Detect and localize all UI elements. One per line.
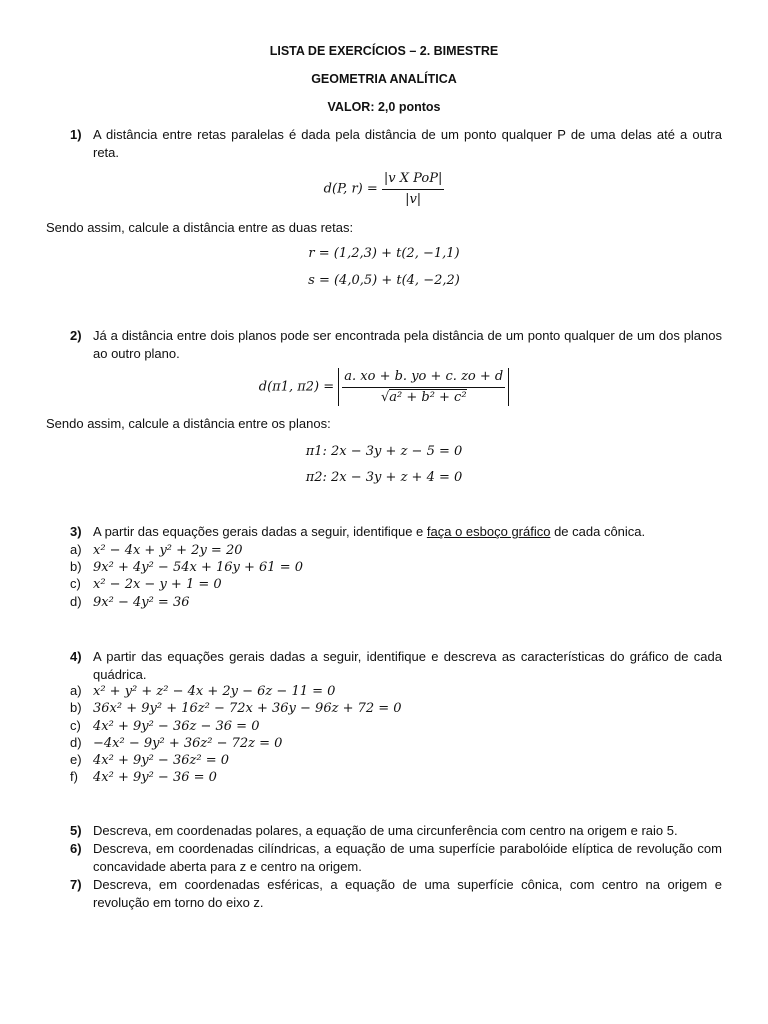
question-2-instruction: Sendo assim, calcule a distância entre os planos: <box>46 416 331 431</box>
formula-lhs: d(π1, π2) = <box>258 379 335 395</box>
formula-distance-point-line <box>0 170 768 208</box>
question-5 <box>70 822 722 840</box>
formula-fraction <box>382 170 444 208</box>
list-item: c) 4x² + 9y² − 36z − 36 = 0 <box>70 718 260 734</box>
question-2 <box>70 327 722 362</box>
question-text: Descreva, em coordenadas polares, a equação de uma circunferência com centro na origem e raio 5. <box>93 823 678 838</box>
question-1 <box>70 126 722 161</box>
formula-denominator: √a² + b² + c² <box>380 389 467 405</box>
list-item: f) 4x² + 9y² − 36 = 0 <box>70 769 217 785</box>
question-text: Descreva, em coordenadas esféricas, a equação de uma superfície cônica, com centro na origem e revolução em torno do eixo z. <box>93 877 722 910</box>
question-4 <box>70 648 722 683</box>
formula-numerator: |v X PoP| <box>382 170 444 190</box>
question-text: A partir das equações gerais dadas a seguir, identifique e descreva as características do gráfico de cada quádrica. <box>93 649 722 682</box>
document-title: LISTA DE EXERCÍCIOS – 2. BIMESTRE <box>269 44 499 58</box>
list-item: e) 4x² + 9y² − 36z² = 0 <box>70 752 229 768</box>
question-text: A partir das equações gerais dadas a seguir, identifique e faça o esboço gráfico de cada cônica. <box>93 524 646 539</box>
list-item: a) x² + y² + z² − 4x + 2y − 6z − 11 = 0 <box>70 683 336 699</box>
list-item: d) −4x² − 9y² + 36z² − 72z = 0 <box>70 735 283 751</box>
question-number: 5) <box>70 823 82 838</box>
formula-absolute-value <box>338 368 509 406</box>
document-subject: GEOMETRIA ANALÍTICA <box>311 72 457 86</box>
document-value: VALOR: 2,0 pontos <box>327 100 441 114</box>
question-number: 6) <box>70 841 82 856</box>
question-number: 2) <box>70 328 82 343</box>
question-7 <box>70 876 722 911</box>
question-1-instruction: Sendo assim, calcule a distância entre as duas retas: <box>46 220 354 235</box>
question-text: A distância entre retas paralelas é dada pela distância de um ponto qualquer P de uma delas até a outra reta. <box>93 127 722 160</box>
list-item: b) 9x² + 4y² − 54x + 16y + 61 = 0 <box>70 559 303 575</box>
list-item: c) x² − 2x − y + 1 = 0 <box>70 576 222 592</box>
plane-2-equation: π2: 2x − 3y + z + 4 = 0 <box>305 470 463 485</box>
line-s-equation: s = (4,0,5) + t(4, −2,2) <box>308 273 460 288</box>
question-text: Já a distância entre dois planos pode ser encontrada pela distância de um ponto qualquer de um dos planos ao outro plano. <box>93 328 722 361</box>
question-3 <box>70 523 722 541</box>
question-number: 7) <box>70 877 82 892</box>
question-text: Descreva, em coordenadas cilíndricas, a equação de uma superfície parabolóide elíptica de revolução com concavidade aberta para z e centro na origem. <box>93 841 722 874</box>
formula-lhs: d(P, r) = <box>323 181 378 197</box>
formula-numerator: a. xo + b. yo + c. zo + d <box>342 368 505 388</box>
question-number: 4) <box>70 649 82 664</box>
list-item: d) 9x² − 4y² = 36 <box>70 594 190 610</box>
question-number: 1) <box>70 127 82 142</box>
plane-1-equation: π1: 2x − 3y + z − 5 = 0 <box>305 444 463 459</box>
line-r-equation: r = (1,2,3) + t(2, −1,1) <box>308 246 460 261</box>
radicand: a² + b² + c² <box>389 389 467 405</box>
list-item: a) x² − 4x + y² + 2y = 20 <box>70 542 243 558</box>
question-6 <box>70 840 722 875</box>
list-item: b) 36x² + 9y² + 16z² − 72x + 36y − 96z + 72 = 0 <box>70 700 402 716</box>
question-number: 3) <box>70 524 82 539</box>
formula-distance-planes <box>0 368 768 406</box>
underlined-instruction: faça o esboço gráfico <box>426 524 551 539</box>
formula-denominator: |v| <box>405 191 422 207</box>
formula-fraction <box>342 368 505 406</box>
